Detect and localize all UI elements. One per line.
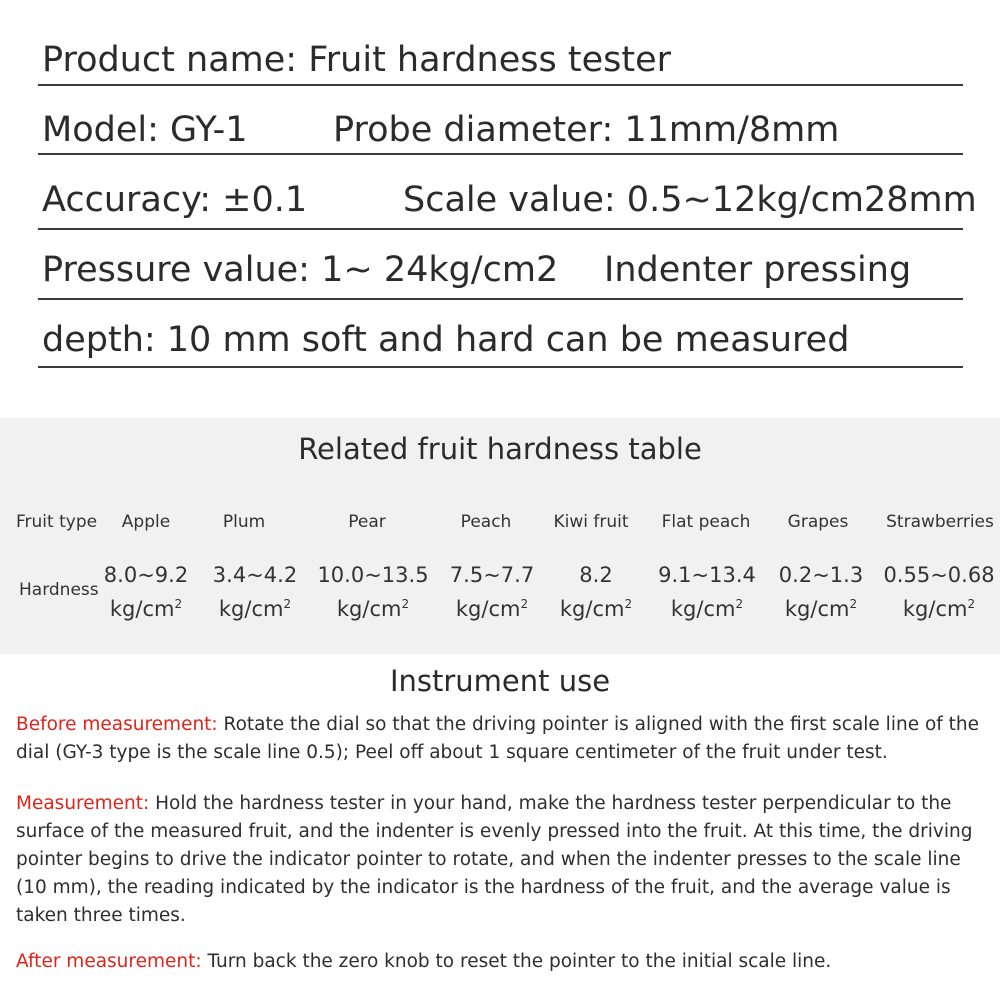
pressure-value: Pressure value: 1~ 24kg/cm2: [42, 250, 559, 290]
fruit-header-apple: Apple: [121, 512, 171, 532]
probe-diameter: Probe diameter: 11mm/8mm: [333, 110, 840, 150]
hardness-value-plum: 3.4~4.2 $kg/cm^2$: [212, 563, 298, 621]
divider: [38, 228, 963, 230]
instrument-use-title: Instrument use: [389, 664, 611, 698]
fruit-header-pear: Pear: [348, 512, 386, 532]
accuracy: Accuracy: ±0.1: [42, 180, 308, 220]
hardness-value-grapes: 0.2~1.3 $kg/cm^2$: [778, 563, 864, 621]
depth: depth: 10 mm soft and hard can be measured: [42, 320, 850, 360]
indenter-pressing: Indenter pressing: [604, 250, 912, 290]
hardness-value-flat-peach: 9.1~13.4 $kg/cm^2$: [658, 563, 756, 621]
model: Model: GY-1: [42, 110, 248, 150]
fruit-header-kiwi: Kiwi fruit: [553, 512, 629, 532]
hardness-value-strawberries: 0.55~0.68 $kg/cm^2$: [883, 563, 995, 621]
measurement-paragraph: Measurement: Hold the hardness tester in your hand, make the hardness tester perpendicular to the surface of the measured fruit, and the indenter is evenly pressed into the fruit. At this time, the driving pointer begins to drive the indicator pointer to rotate, and when the indenter presses to the scale line (10 mm), the reading indicated by the indicator is the hardness of the fruit, and the average value is taken three times.: [16, 793, 973, 926]
row-label-hardness: Hardness: [19, 580, 99, 600]
hardness-value-apple: 8.0~9.2 $kg/cm^2$: [103, 563, 189, 621]
before-measurement-label: Before measurement:: [16, 714, 218, 735]
hardness-table-title: Related fruit hardness table: [298, 432, 702, 466]
after-measurement-label: After measurement:: [16, 951, 202, 972]
divider: [38, 366, 963, 368]
fruit-header-plum: Plum: [222, 512, 266, 532]
scale-value: Scale value: 0.5~12kg/cm28mm: [403, 180, 977, 220]
product-name: Product name: Fruit hardness tester: [42, 40, 671, 80]
hardness-value-kiwi: 8.2 $kg/cm^2$: [559, 563, 633, 621]
divider: [38, 153, 963, 155]
before-measurement-paragraph: Before measurement: Rotate the dial so that the driving pointer is aligned with the first scale line of the dial (GY-3 type is the scale line 0.5); Peel off about 1 square centimeter of the fruit under test.: [16, 714, 980, 763]
divider: [38, 84, 963, 86]
hardness-value-pear: 10.0~13.5 $kg/cm^2$: [317, 563, 429, 621]
fruit-header-peach: Peach: [460, 512, 512, 532]
row-label-fruit-type: Fruit type: [16, 512, 98, 532]
after-measurement-paragraph: After measurement: Turn back the zero knob to reset the pointer to the initial scale line.: [16, 951, 832, 972]
fruit-header-flat-peach: Flat peach: [661, 512, 751, 532]
fruit-header-strawberries: Strawberries: [886, 512, 994, 532]
measurement-label: Measurement:: [16, 793, 150, 814]
fruit-header-grapes: Grapes: [787, 512, 849, 532]
hardness-value-peach: 7.5~7.7 $kg/cm^2$: [449, 563, 535, 621]
divider: [38, 298, 963, 300]
